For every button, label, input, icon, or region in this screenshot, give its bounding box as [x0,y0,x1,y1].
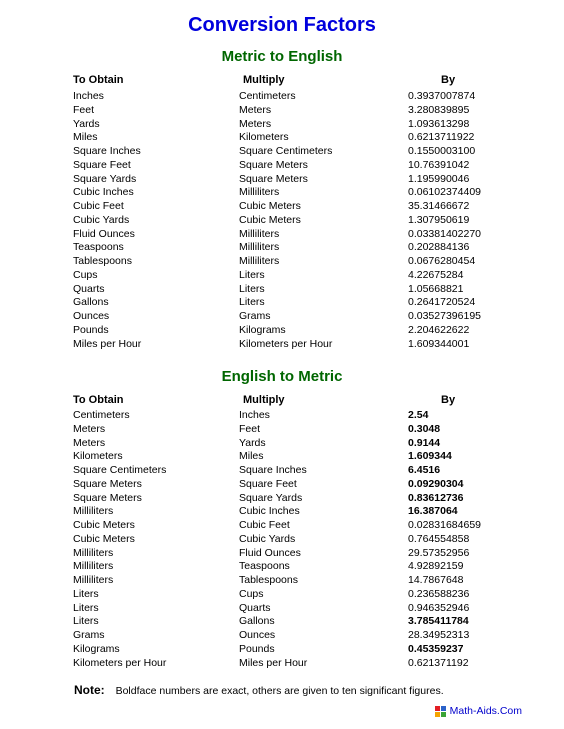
table-row [0,602,564,616]
table-row [0,200,564,214]
cell-by: 4.92892159 [408,560,464,573]
cell-to-obtain: Miles [73,131,98,144]
cell-multiply: Meters [239,103,272,116]
cell-multiply: Milliliters [239,186,280,199]
cell-to-obtain: Cubic Feet [73,200,124,213]
cell-to-obtain: Square Meters [73,477,142,490]
table-row [0,643,564,657]
table-row [0,283,564,297]
cell-by: 28.34952313 [408,629,470,642]
header-by: By [441,394,456,406]
cell-by: 0.0676280454 [408,255,476,268]
cell-by: 3.785411784 [408,615,469,628]
cell-by: 0.3048 [408,422,441,435]
cell-by: 2.204622622 [408,324,470,337]
cell-by: 0.764554858 [408,532,470,545]
table-row [0,464,564,478]
cell-by: 1.05668821 [408,282,464,295]
header-multiply: Multiply [243,74,285,86]
table-row [0,338,564,352]
cell-multiply: Kilograms [239,324,286,337]
table-row [0,615,564,629]
cell-multiply: Meters [239,117,272,130]
math-aids-logo-icon [435,706,446,717]
cell-by: 0.83612736 [408,491,464,504]
cell-by: 2.54 [408,409,429,421]
table-row [0,547,564,561]
cell-to-obtain: Yards [73,117,100,130]
cell-multiply: Cubic Meters [239,200,301,213]
table-row [0,324,564,338]
cell-by: 4.22675284 [408,268,464,281]
logo-square [435,706,440,711]
cell-multiply: Kilometers [239,131,289,144]
section-title-metric-to-english: Metric to English [221,48,343,65]
table-row [0,423,564,437]
table-row [0,310,564,324]
logo-square [441,706,446,711]
cell-multiply: Milliliters [239,227,280,240]
cell-by: 0.03381402270 [408,227,481,240]
cell-by: 0.09290304 [408,477,464,490]
table-row [0,505,564,519]
cell-to-obtain: Liters [73,601,99,614]
cell-by: 16.387064 [408,505,458,518]
cell-to-obtain: Kilograms [73,643,120,656]
cell-multiply: Cubic Feet [239,519,290,532]
cell-by: 0.9144 [408,436,441,449]
cell-multiply: Grams [239,310,271,323]
cell-multiply: Ounces [239,629,276,642]
cell-multiply: Cubic Yards [239,532,296,545]
table-row [0,478,564,492]
header-by: By [441,74,456,86]
table-row [0,533,564,547]
cell-to-obtain: Cubic Inches [73,186,134,199]
table-row [0,629,564,643]
cell-to-obtain: Liters [73,615,99,628]
cell-to-obtain: Cubic Meters [73,532,135,545]
table-row [0,450,564,464]
cell-by: 1.307950619 [408,213,470,226]
cell-to-obtain: Kilometers per Hour [73,656,167,669]
cell-multiply: Square Meters [239,172,308,185]
cell-multiply: Tablespoons [239,574,298,587]
cell-by: 1.609344001 [408,337,470,350]
cell-multiply: Kilometers per Hour [239,337,333,350]
table-row [0,145,564,159]
cell-by: 0.236588236 [408,587,470,600]
header-to-obtain: To Obtain [73,394,124,406]
table-row [0,437,564,451]
cell-multiply: Square Feet [239,477,297,490]
cell-by: 0.02831684659 [408,519,481,532]
cell-to-obtain: Cubic Yards [73,213,130,226]
table-row [0,159,564,173]
cell-multiply: Square Centimeters [239,145,333,158]
cell-to-obtain: Teaspoons [73,241,124,254]
cell-to-obtain: Pounds [73,324,109,337]
table-row [0,588,564,602]
cell-by: 0.2641720524 [408,296,476,309]
cell-to-obtain: Square Centimeters [73,464,167,477]
table-row [0,118,564,132]
table-row [0,173,564,187]
cell-multiply: Milliliters [239,255,280,268]
footnote [74,683,444,697]
cell-by: 35.31466672 [408,200,470,213]
cell-multiply: Square Inches [239,464,307,477]
cell-multiply: Liters [239,282,265,295]
cell-multiply: Pounds [239,643,275,656]
cell-by: 14.7867648 [408,574,464,587]
cell-by: 1.609344 [408,450,452,463]
cell-by: 10.76391042 [408,158,470,171]
cell-to-obtain: Cubic Meters [73,519,135,532]
page-title: Conversion Factors [188,14,376,36]
table-row [0,657,564,671]
cell-by: 0.3937007874 [408,90,476,102]
cell-to-obtain: Centimeters [73,409,130,421]
cell-to-obtain: Quarts [73,282,105,295]
cell-to-obtain: Kilometers [73,450,123,463]
cell-by: 29.57352956 [408,546,470,559]
section-title-english-to-metric: English to Metric [221,368,343,385]
cell-multiply: Liters [239,268,265,281]
cell-to-obtain: Ounces [73,310,110,323]
table-header-english-to-metric [0,394,564,408]
brand-name: Math-Aids.Com [449,705,522,717]
cell-by: 0.946352946 [408,601,470,614]
cell-by: 0.202884136 [408,241,470,254]
cell-by: 1.093613298 [408,117,470,130]
cell-by: 0.1550003100 [408,145,476,158]
cell-multiply: Liters [239,296,265,309]
cell-to-obtain: Square Meters [73,491,142,504]
note-text: Boldface numbers are exact, others are given to ten significant figures. [115,685,444,697]
table-row [0,228,564,242]
note-label: Note: [74,683,105,697]
cell-multiply: Gallons [239,615,275,628]
cell-by: 0.6213711922 [408,131,475,144]
cell-by: 6.4516 [408,464,441,477]
table-row [0,186,564,200]
cell-to-obtain: Square Inches [73,145,141,158]
cell-to-obtain: Fluid Ounces [73,227,135,240]
cell-multiply: Miles [239,450,264,463]
cell-to-obtain: Milliliters [73,560,114,573]
cell-multiply: Cubic Inches [239,505,300,518]
table-row [0,255,564,269]
table-row [0,90,564,104]
cell-by: 3.280839895 [408,103,470,116]
table-row [0,492,564,506]
cell-multiply: Cubic Meters [239,213,301,226]
table-metric-to-english [0,90,564,352]
cell-multiply: Fluid Ounces [239,546,301,559]
cell-to-obtain: Meters [73,422,106,435]
table-row [0,131,564,145]
cell-to-obtain: Feet [73,103,95,116]
table-row [0,241,564,255]
table-row [0,104,564,118]
table-row [0,519,564,533]
cell-to-obtain: Grams [73,629,105,642]
cell-to-obtain: Liters [73,587,99,600]
table-row [0,214,564,228]
cell-multiply: Quarts [239,601,271,614]
header-multiply: Multiply [243,394,285,406]
cell-multiply: Feet [239,422,261,435]
table-row [0,269,564,283]
cell-to-obtain: Inches [73,90,104,102]
cell-multiply: Cups [239,587,264,600]
footer-brand-link[interactable] [435,705,522,717]
table-row [0,296,564,310]
cell-multiply: Yards [239,436,266,449]
cell-to-obtain: Milliliters [73,546,114,559]
header-to-obtain: To Obtain [73,74,124,86]
cell-multiply: Inches [239,409,270,421]
cell-multiply: Centimeters [239,90,296,102]
logo-square [441,712,446,717]
cell-to-obtain: Meters [73,436,106,449]
cell-multiply: Square Yards [239,491,303,504]
cell-by: 0.45359237 [408,643,464,656]
cell-to-obtain: Tablespoons [73,255,132,268]
table-header-metric-to-english [0,74,564,88]
cell-by: 0.03527396195 [408,310,481,323]
table-row [0,409,564,423]
table-row [0,560,564,574]
cell-to-obtain: Miles per Hour [73,337,142,350]
cell-by: 0.621371192 [408,656,469,669]
cell-to-obtain: Cups [73,268,98,281]
cell-to-obtain: Square Feet [73,158,131,171]
table-english-to-metric [0,409,564,671]
cell-multiply: Square Meters [239,158,308,171]
logo-square [435,712,440,717]
cell-to-obtain: Square Yards [73,172,137,185]
cell-to-obtain: Milliliters [73,574,114,587]
cell-by: 0.06102374409 [408,186,481,199]
cell-by: 1.195990046 [408,172,470,185]
cell-to-obtain: Gallons [73,296,109,309]
cell-multiply: Milliliters [239,241,280,254]
cell-multiply: Miles per Hour [239,656,308,669]
table-row [0,574,564,588]
cell-multiply: Teaspoons [239,560,290,573]
cell-to-obtain: Milliliters [73,505,114,518]
